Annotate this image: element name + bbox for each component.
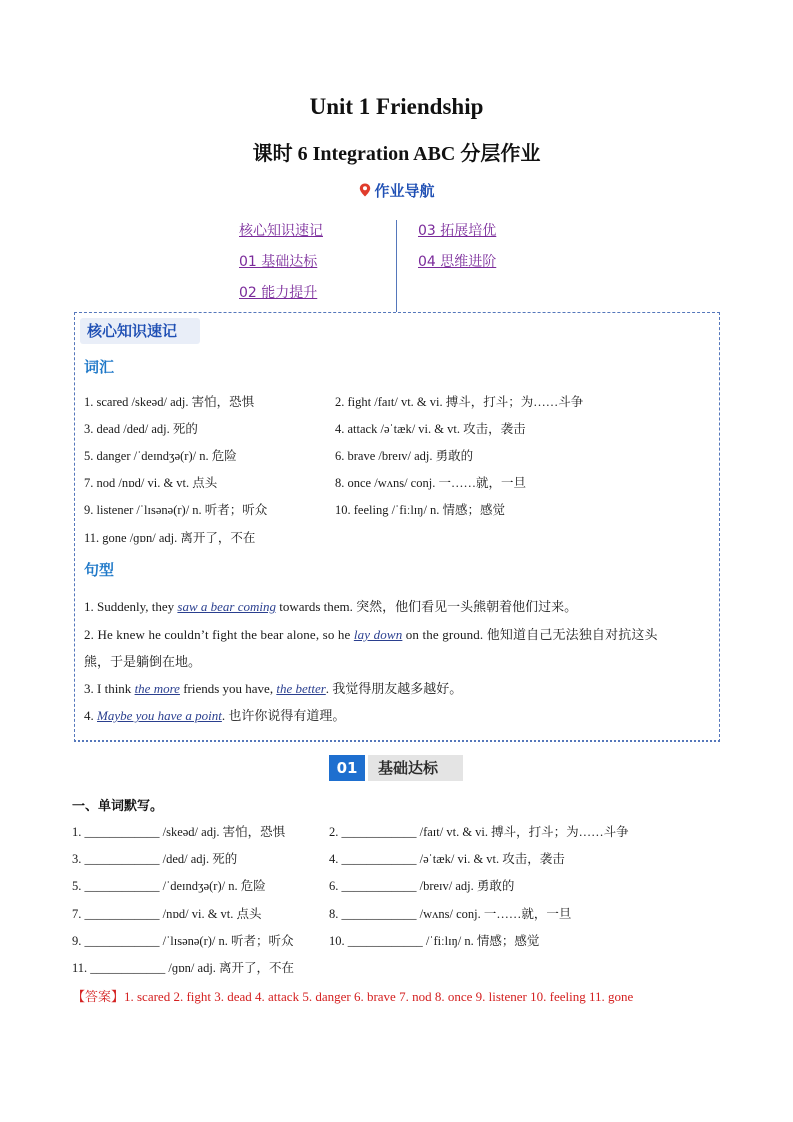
- nav-link-04[interactable]: 04 思维进阶: [418, 254, 497, 270]
- nav-divider: [396, 220, 397, 312]
- question-item: 1. ____________ /skeəd/ adj. 害怕，恐惧: [72, 825, 286, 839]
- section-number-badge: 01: [329, 755, 365, 781]
- nav-link-02[interactable]: 02 能力提升: [239, 285, 318, 301]
- vocab-item: 8. once /wʌns/ conj. 一……就，一旦: [335, 476, 526, 490]
- nav-link-core[interactable]: 核心知识速记: [239, 223, 323, 239]
- question-item: 10. ____________ /ˈfiːlɪŋ/ n. 情感；感觉: [329, 934, 540, 948]
- sentence-line: 3. I think the more friends you have, the better. 我觉得朋友越多越好。: [84, 681, 463, 696]
- sentence-line: 1. Suddenly, they saw a bear coming towards them. 突然，他们看见一头熊朝着他们过来。: [84, 599, 578, 614]
- vocab-item: 4. attack /əˈtæk/ vi. & vt. 攻击，袭击: [335, 422, 526, 436]
- vocab-item: 7. nod /nɒd/ vi. & vt. 点头: [84, 476, 218, 490]
- nav-heading-text: 作业导航: [374, 182, 435, 200]
- nav-heading: [0, 180, 793, 201]
- vocab-item: 5. danger /ˈdeɪndʒə(r)/ n. 危险: [84, 449, 237, 463]
- sentence-line: 熊，于是躺倒在地。: [84, 654, 202, 669]
- vocab-item: 2. fight /faɪt/ vt. & vi. 搏斗，打斗；为……斗争: [335, 395, 584, 409]
- question-item: 8. ____________ /wʌns/ conj. 一……就，一旦: [329, 907, 572, 921]
- vocab-item: 1. scared /skeəd/ adj. 害怕，恐惧: [84, 395, 255, 409]
- sentence-line: 4. Maybe you have a point. 也许你说得有道理。: [84, 708, 346, 723]
- nav-link-03[interactable]: 03 拓展培优: [418, 223, 497, 239]
- vocab-item: 6. brave /breɪv/ adj. 勇敢的: [335, 449, 474, 463]
- sentence-heading: 句型: [84, 561, 115, 579]
- question-item: 2. ____________ /faɪt/ vt. & vi. 搏斗，打斗；为……斗争: [329, 825, 629, 839]
- question-item: 9. ____________ /ˈlɪsənə(r)/ n. 听者；听众: [72, 934, 294, 948]
- location-pin-icon: [358, 183, 372, 197]
- vocab-item: 9. listener /ˈlɪsənə(r)/ n. 听者；听众: [84, 503, 268, 517]
- answer-key: 【答案】1. scared 2. fight 3. dead 4. attack 5. danger 6. brave 7. nod 8. once 9. listener 10. feeling 11. gone: [72, 989, 634, 1004]
- question-item: 7. ____________ /nɒd/ vi. & vt. 点头: [72, 907, 262, 921]
- vocab-heading: 词汇: [84, 358, 115, 376]
- core-title: 核心知识速记: [87, 322, 178, 340]
- vocab-item: 3. dead /ded/ adj. 死的: [84, 422, 198, 436]
- question-item: 3. ____________ /ded/ adj. 死的: [72, 852, 238, 866]
- question-item: 5. ____________ /ˈdeɪndʒə(r)/ n. 危险: [72, 879, 266, 893]
- question-item: 11. ____________ /ɡɒn/ adj. 离开了，不在: [72, 961, 295, 975]
- sentence-line: 2. He knew he couldn’t fight the bear alone, so he lay down on the ground. 他知道自己无法独自对抗这头: [84, 627, 658, 642]
- section-label: 基础达标: [368, 755, 463, 781]
- question-item: 4. ____________ /əˈtæk/ vi. & vt. 攻击，袭击: [329, 852, 565, 866]
- core-box-bottom-border: [74, 740, 720, 742]
- page-subtitle: 课时 6 Integration ABC 分层作业: [252, 143, 541, 165]
- vocab-item: 11. gone /ɡɒn/ adj. 离开了，不在: [84, 531, 256, 545]
- question-item: 6. ____________ /breɪv/ adj. 勇敢的: [329, 879, 515, 893]
- nav-link-01[interactable]: 01 基础达标: [239, 254, 318, 270]
- page-title: Unit 1 Friendship: [309, 94, 484, 119]
- part-title: 一、单词默写。: [72, 799, 164, 814]
- vocab-item: 10. feeling /ˈfiːlɪŋ/ n. 情感；感觉: [335, 503, 506, 517]
